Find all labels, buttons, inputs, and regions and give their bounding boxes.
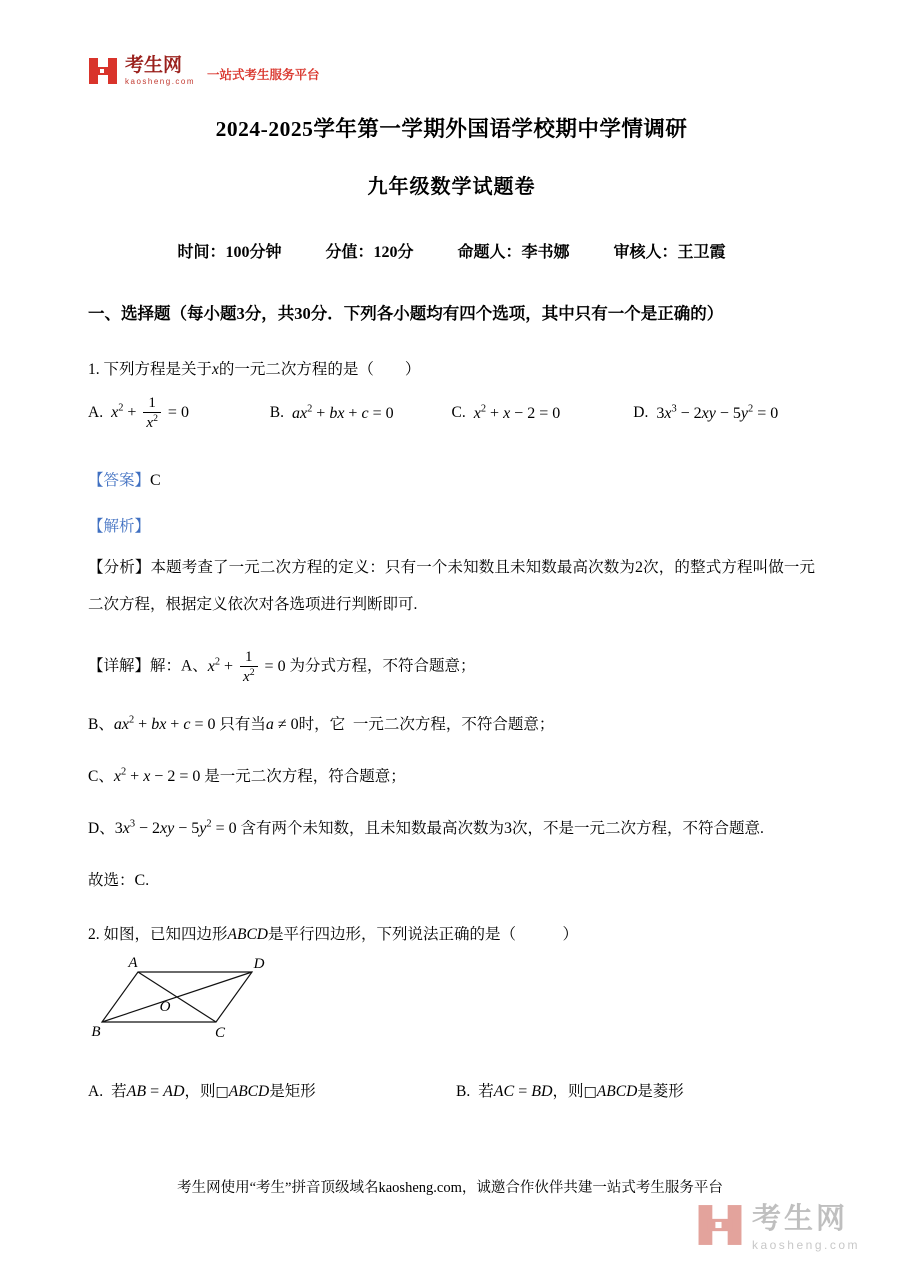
watermark-brand: 考生网: [751, 1202, 848, 1235]
parallelogram-drawing: [90, 956, 330, 1048]
watermark-logo-icon: [697, 1202, 743, 1253]
brand-tagline: 一站式考生服务平台: [207, 68, 320, 82]
q1-option-d-label: D.: [633, 403, 649, 421]
detail-line-b: B、$ax^2$ + bx + c = 0 只有当a ≠ 0时，它 一元二次方程，不符合题意；: [88, 715, 555, 734]
detail-line-d: D、$3x^3 - 2xy - 5y^2 = 0$ 含有两个未知数，且未知数最高次数为3次，不是一元二次方程，不符合题意.: [88, 818, 764, 838]
q2-option-a-text: 若AB = AD，则□ABCD是矩形: [111, 1082, 316, 1100]
meta-time: 时间：100分钟: [177, 244, 282, 261]
vertex-label-c: C: [214, 1024, 226, 1041]
footer-text: 考生网使用“考生”拼音顶级域名kaosheng.com，诚邀合作伙伴共建一站式考生服务平台: [177, 1180, 723, 1196]
brand-block: [125, 56, 195, 86]
meta-reviewer: 审核人：王卫霞: [613, 244, 726, 261]
parallelogram-figure: [90, 956, 815, 1053]
exam-title: 2024-2025学年第一学期外国语学校期中学情调研: [215, 117, 688, 141]
conclusion-line: 故选：C.: [88, 871, 150, 889]
question-2-options: [88, 1079, 815, 1101]
q2-option-b: [456, 1079, 684, 1101]
q1-option-d: [633, 403, 815, 422]
vertex-label-a: A: [128, 955, 138, 971]
q1-option-a-formula: $x^2$ + $\frac{1}{x^2}$ = 0: [111, 395, 189, 431]
q1-option-b-formula: $ax^2$ + bx + c = 0: [291, 403, 394, 422]
meta-author: 命题人：李书娜: [457, 244, 570, 261]
question-1-stem: 1. 下列方程是关于x的一元二次方程的是（ ）: [88, 361, 421, 378]
site-header: [88, 0, 815, 86]
exam-meta-line: [88, 239, 815, 262]
answer-row: [88, 468, 815, 490]
q2-option-b-text: 若AC = BD，则□ABCD是菱形: [478, 1082, 684, 1100]
answer-value: C: [150, 472, 161, 489]
brand-domain: kaosheng.com: [125, 77, 196, 86]
detail-line-c: C、$x^2 + x - 2 = 0$ 是一元二次方程，符合题意；: [88, 766, 406, 786]
detail-line-a: 【详解】解：A、$x^2$ + $\frac{1}{x^2}$ = 0 为分式方程，不符合题意；: [88, 649, 476, 686]
q1-option-a: [88, 394, 270, 432]
analysis-row: [88, 514, 815, 536]
watermark-domain: kaosheng.com: [751, 1237, 860, 1252]
section-1-heading: 一、选择题（每小题3分，共30分．下列各小题均有四个选项，其中只有一个是正确的）: [88, 304, 724, 323]
q2-option-b-label: B.: [456, 1082, 471, 1100]
question-2-stem: 2. 如图，已知四边形ABCD是平行四边形，下列说法正确的是（ ）: [88, 925, 578, 943]
q1-option-b: [270, 403, 452, 422]
q1-option-d-formula: $3x^3 - 2xy - 5y^2 = 0$: [656, 403, 779, 422]
analysis-paragraph: 【分析】本题考查了一元二次方程的定义：只有一个未知数且未知数最高次数为2次，的整式方程叫做一元二次方程，根据定义依次对各选项进行判断即可.: [88, 559, 815, 613]
q2-option-a: [88, 1079, 456, 1101]
vertex-label-d: D: [253, 955, 265, 972]
q1-option-c-label: C.: [451, 403, 466, 421]
q1-option-b-label: B.: [269, 403, 284, 421]
brand-name: 考生网: [125, 55, 183, 76]
q1-option-c: [452, 403, 634, 422]
q2-option-a-label: A.: [88, 1082, 104, 1100]
analysis-label: 【解析】: [88, 518, 151, 535]
answer-label: 【答案】: [88, 472, 151, 489]
meta-score: 分值：120分: [325, 244, 414, 261]
watermark-text-block: [751, 1202, 860, 1252]
vertex-label-b: B: [91, 1023, 101, 1040]
watermark: [697, 1202, 860, 1253]
q1-option-a-label: A.: [88, 404, 104, 421]
question-1-options: [88, 394, 815, 432]
center-label-o: O: [159, 998, 171, 1015]
exam-subtitle: 九年级数学试题卷: [367, 176, 536, 198]
kaosheng-logo-icon: [88, 56, 118, 86]
q1-option-c-formula: $x^2 + x - 2 = 0$: [473, 403, 561, 422]
